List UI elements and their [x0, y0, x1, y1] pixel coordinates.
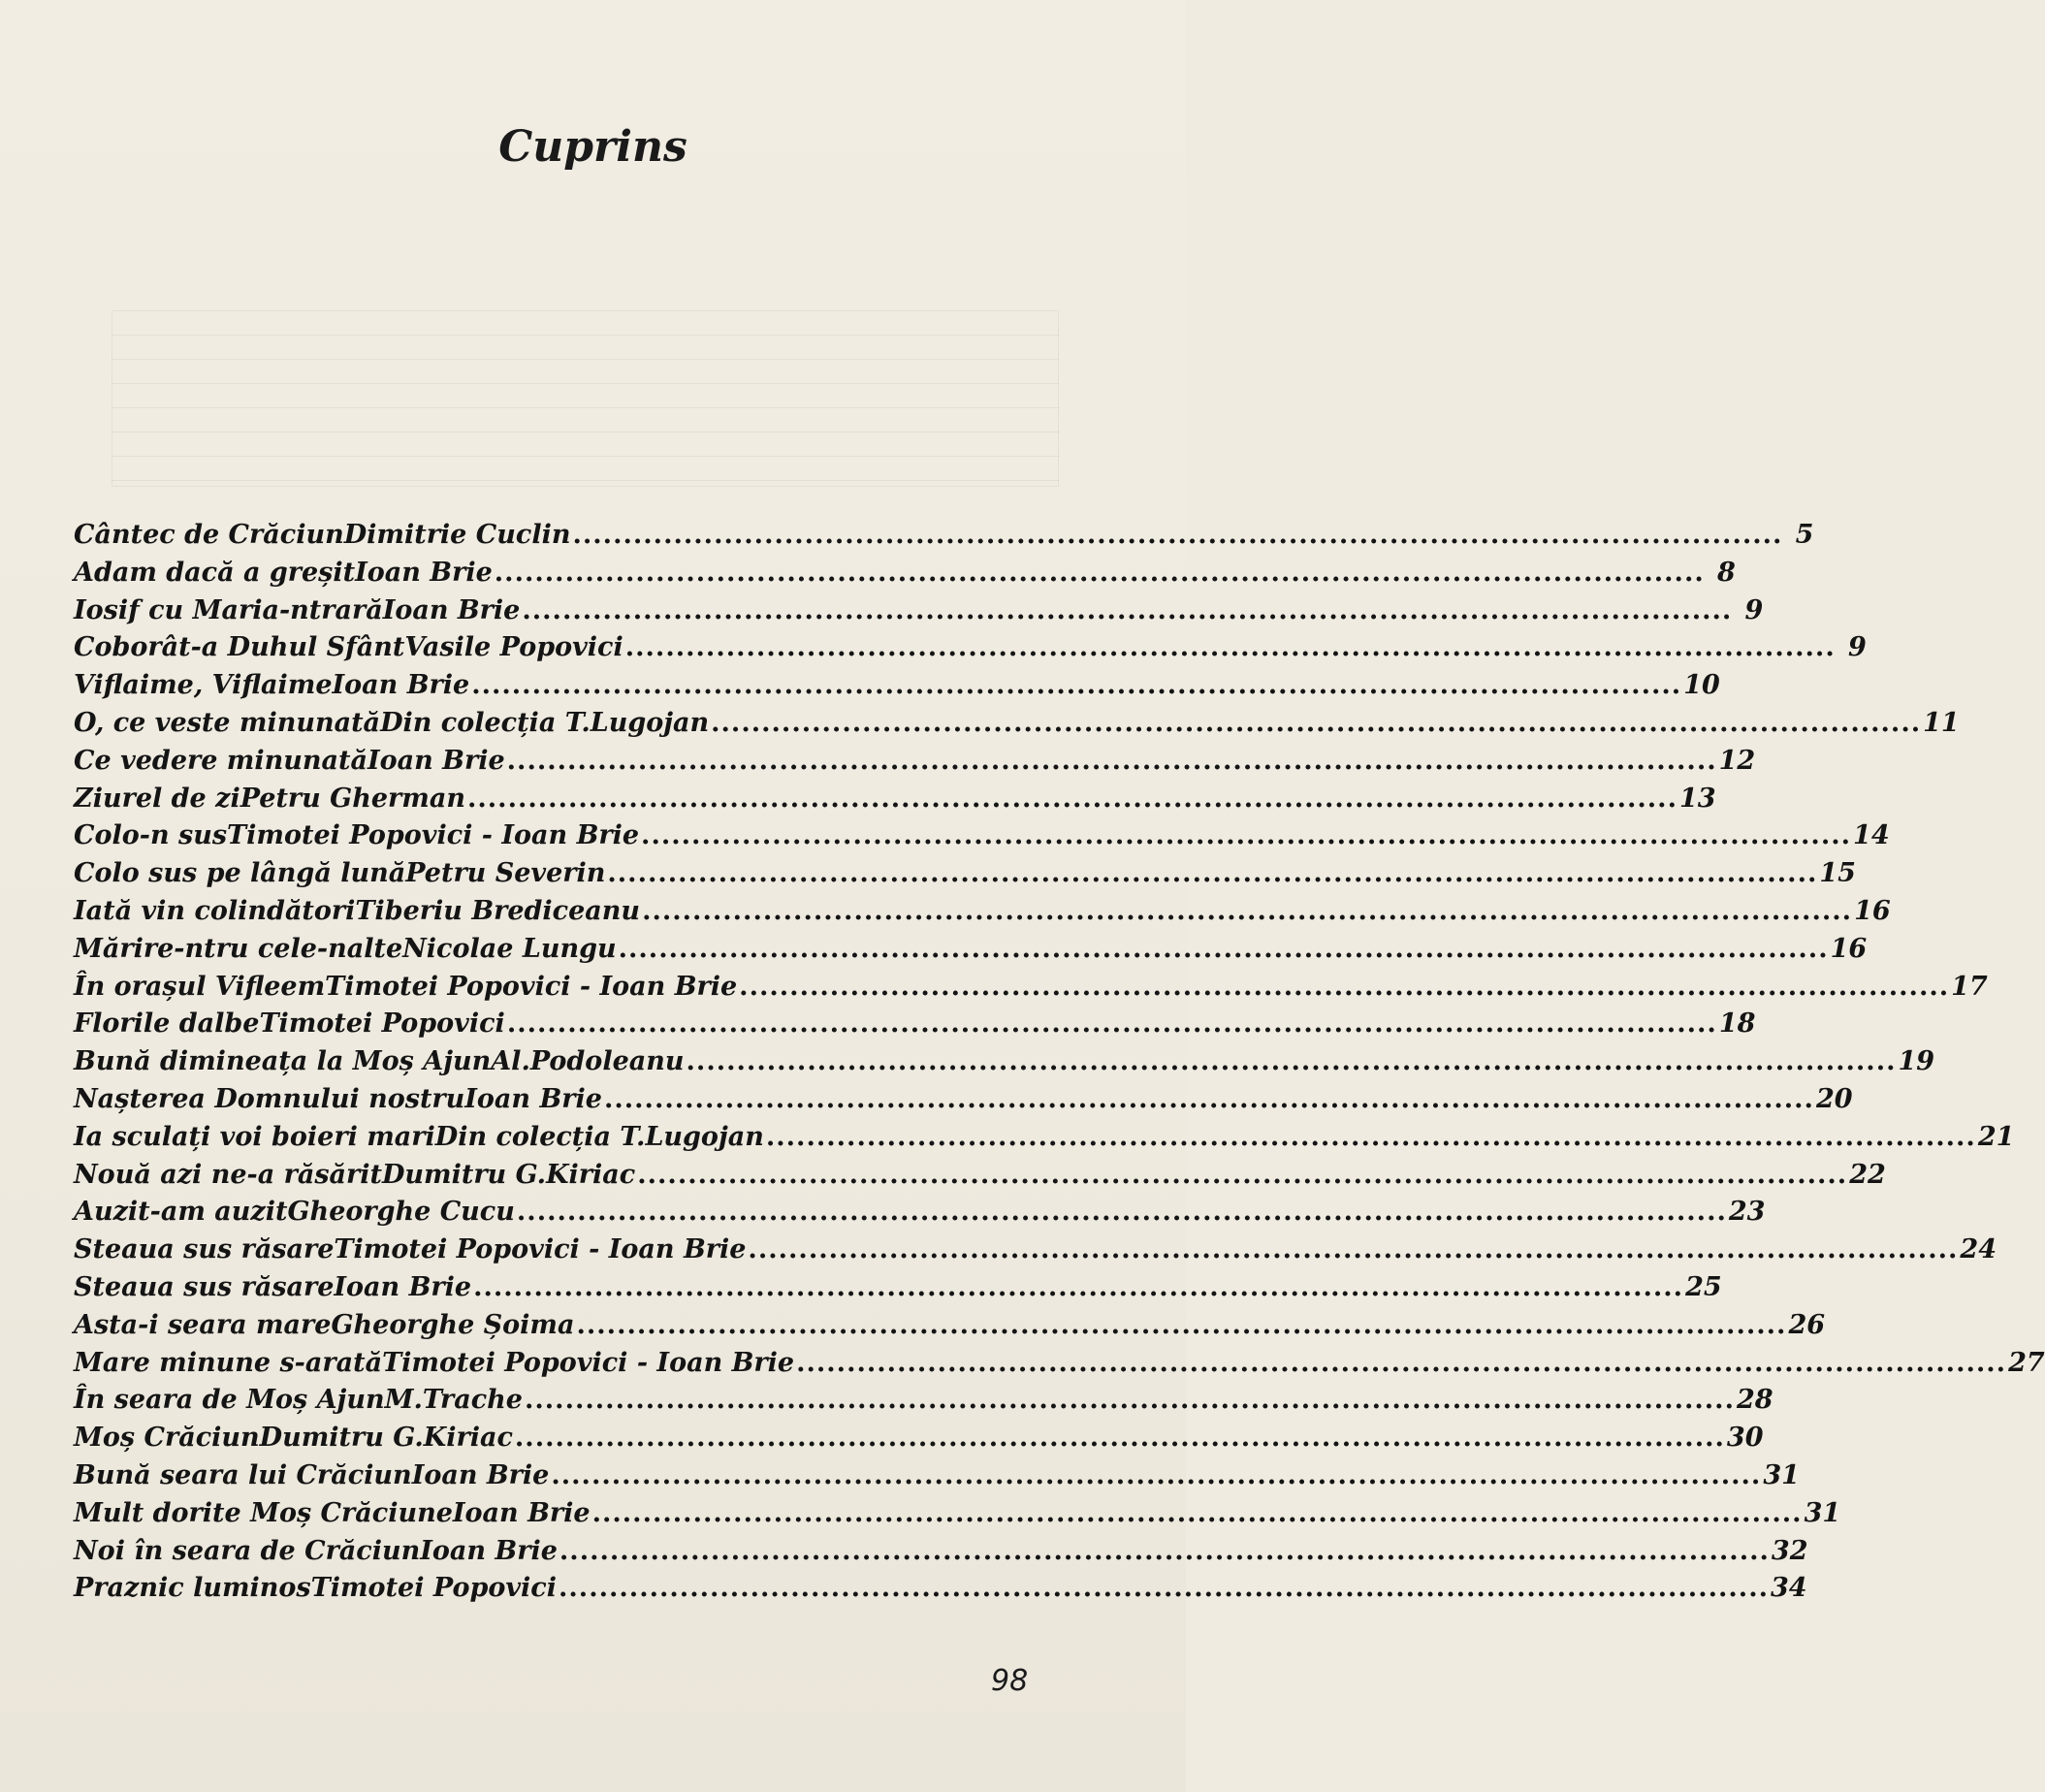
- song-title: Ce vedere minunată: [74, 745, 367, 776]
- toc-entry: [74, 1533, 1808, 1571]
- toc-entry: [74, 1194, 1766, 1232]
- song-title: Mărire-ntru cele-nalte: [74, 933, 403, 964]
- entry-page-number: 8: [1716, 557, 1736, 588]
- song-author: Timotei Popovici - Ioan Brie: [227, 820, 640, 851]
- dot-leader: [507, 743, 1717, 781]
- song-title: Coborât-a Duhul Sfânt: [74, 632, 405, 663]
- bleed-through-staff: [112, 310, 1059, 487]
- dot-leader: [604, 1081, 1814, 1119]
- dot-leader: [473, 1269, 1683, 1307]
- song-author: Nicolae Lungu: [402, 933, 617, 964]
- dot-leader: [559, 1570, 1769, 1608]
- toc-entry: [74, 1081, 1853, 1119]
- song-author: Vasile Popovici: [404, 632, 623, 663]
- song-author: Timotei Popovici: [310, 1573, 557, 1604]
- dot-leader: [642, 893, 1852, 931]
- song-title: Colo sus pe lângă lună: [74, 858, 406, 889]
- toc-entry: [74, 705, 1960, 743]
- toc-entry: [74, 1269, 1722, 1307]
- song-author: Dimitrie Cuclin: [343, 520, 571, 550]
- dot-leader: [739, 969, 1949, 1007]
- entry-page-number: 32: [1771, 1535, 1808, 1566]
- song-title: Florile dalbe: [74, 1008, 260, 1040]
- song-title: Noi în seara de Crăciun: [74, 1535, 421, 1566]
- toc-entry: [74, 1495, 1841, 1533]
- entry-page-number: 26: [1788, 1309, 1826, 1340]
- song-author: Timotei Popovici: [259, 1008, 505, 1040]
- song-author: Ioan Brie: [332, 670, 470, 701]
- toc-entry: [74, 1570, 1807, 1608]
- entry-page-number: 23: [1728, 1197, 1766, 1228]
- toc-entry: [74, 629, 1867, 667]
- toc-entry: [74, 1307, 1826, 1345]
- dot-leader: [748, 1232, 1958, 1269]
- song-author: Ioan Brie: [420, 1535, 558, 1566]
- toc-entry: [74, 781, 1716, 818]
- song-title: Steaua sus răsare: [74, 1234, 335, 1265]
- song-title: Adam dacă a greșit: [74, 557, 356, 588]
- entry-page-number: 17: [1951, 971, 1988, 1002]
- dot-leader: [766, 1119, 1976, 1157]
- toc-entry: [74, 1119, 2015, 1157]
- entry-page-number: 16: [1854, 895, 1891, 926]
- song-author: Timotei Popovici - Ioan Brie: [382, 1347, 795, 1378]
- toc-entry: [74, 1043, 1935, 1081]
- toc-entry: [74, 667, 1720, 705]
- song-title: Asta-i seara mare: [74, 1309, 332, 1340]
- song-author: Ioan Brie: [355, 557, 493, 588]
- song-title: Bună dimineața la Moș Ajun: [74, 1046, 492, 1077]
- entry-page-number: 22: [1849, 1159, 1886, 1190]
- dot-leader: [687, 1043, 1897, 1081]
- song-author: Petru Severin: [405, 858, 606, 889]
- entry-page-number: 15: [1819, 858, 1856, 889]
- dot-leader: [711, 705, 1921, 743]
- dot-leader: [471, 667, 1681, 705]
- dot-leader: [637, 1157, 1847, 1195]
- entry-page-number: 11: [1923, 707, 1960, 738]
- page-title: Cuprins: [498, 122, 687, 172]
- dot-leader: [572, 517, 1782, 555]
- song-author: Ioan Brie: [464, 1083, 602, 1114]
- toc-entry: [74, 555, 1736, 592]
- dot-leader: [495, 555, 1705, 592]
- song-author: Dumitru G.Kiriac: [381, 1159, 636, 1190]
- toc-entry: [74, 1232, 1997, 1269]
- song-author: Ioan Brie: [452, 1497, 591, 1528]
- toc-entry: [74, 855, 1856, 893]
- song-title: Iosif cu Maria-ntrară: [74, 594, 383, 625]
- dot-leader: [515, 1420, 1725, 1457]
- song-author: Dumitru G.Kiriac: [259, 1423, 513, 1454]
- toc-entry: [74, 931, 1868, 969]
- song-author: Timotei Popovici - Ioan Brie: [334, 1234, 747, 1265]
- entry-page-number: 24: [1960, 1234, 1997, 1265]
- dot-leader: [517, 1194, 1727, 1232]
- dot-leader: [592, 1495, 1803, 1533]
- entry-page-number: 9: [1744, 594, 1764, 625]
- song-author: Ioan Brie: [411, 1459, 550, 1490]
- dot-leader: [467, 781, 1678, 818]
- song-author: Din colecția T.Lugojan: [380, 707, 710, 738]
- entry-page-number: 34: [1771, 1573, 1807, 1604]
- toc-entry: [74, 893, 1891, 931]
- song-title: Steaua sus răsare: [74, 1271, 335, 1302]
- song-author: Gheorghe Cucu: [287, 1197, 515, 1228]
- entry-page-number: 13: [1678, 783, 1716, 814]
- toc-entry: [74, 1382, 1773, 1420]
- dot-leader: [507, 1006, 1717, 1043]
- song-title: Cântec de Crăciun: [74, 520, 344, 550]
- entry-page-number: 12: [1718, 745, 1756, 776]
- song-title: Colo-n sus: [74, 820, 228, 851]
- entry-page-number: 9: [1847, 632, 1867, 663]
- entry-page-number: 31: [1763, 1459, 1800, 1490]
- toc-entry: [74, 1006, 1756, 1043]
- toc-entry: [74, 592, 1764, 630]
- table-of-contents: [74, 517, 2045, 1608]
- toc-entry: [74, 969, 1988, 1007]
- dot-leader: [796, 1345, 2006, 1383]
- song-author: Ioan Brie: [367, 745, 505, 776]
- page-number: 98: [991, 1664, 1029, 1698]
- dot-leader: [559, 1533, 1770, 1571]
- toc-entry: [74, 1345, 2045, 1383]
- song-title: Mare minune s-arată: [74, 1347, 383, 1378]
- entry-page-number: 21: [1977, 1121, 2015, 1152]
- dot-leader: [525, 1382, 1735, 1420]
- dot-leader: [522, 592, 1732, 630]
- song-author: Al.Podoleanu: [491, 1046, 685, 1077]
- song-author: Gheorghe Șoima: [331, 1309, 575, 1340]
- song-author: Tiberiu Brediceanu: [355, 895, 641, 926]
- dot-leader: [641, 817, 1851, 855]
- song-title: În orașul Vifleem: [74, 971, 326, 1002]
- song-title: O, ce veste minunată: [74, 707, 381, 738]
- song-author: Ioan Brie: [382, 594, 521, 625]
- entry-page-number: 18: [1718, 1008, 1756, 1040]
- song-title: Praznic luminos: [74, 1573, 311, 1604]
- entry-page-number: 30: [1726, 1423, 1764, 1454]
- song-title: Nașterea Domnului nostru: [74, 1083, 465, 1114]
- entry-page-number: 31: [1804, 1497, 1841, 1528]
- song-title: Moș Crăciun: [74, 1423, 260, 1454]
- entry-page-number: 10: [1683, 670, 1720, 701]
- song-author: M.Trache: [384, 1385, 523, 1416]
- song-title: Viflaime, Viflaime: [74, 670, 333, 701]
- song-author: Petru Gherman: [240, 783, 465, 814]
- song-title: Auzit-am auzit: [74, 1197, 288, 1228]
- song-title: Ia sculați voi boieri mari: [74, 1121, 435, 1152]
- toc-entry: [74, 817, 1890, 855]
- song-title: Bună seara lui Crăciun: [74, 1459, 412, 1490]
- dot-leader: [625, 629, 1836, 667]
- song-title: Mult dorite Moș Crăciune: [74, 1497, 453, 1528]
- toc-entry: [74, 1457, 1800, 1495]
- dot-leader: [607, 855, 1817, 893]
- entry-page-number: 16: [1830, 933, 1868, 964]
- song-title: Ziurel de zi: [74, 783, 240, 814]
- toc-entry: [74, 743, 1756, 781]
- dot-leader: [551, 1457, 1761, 1495]
- entry-page-number: 20: [1815, 1083, 1853, 1114]
- entry-page-number: 19: [1898, 1046, 1935, 1077]
- song-author: Timotei Popovici - Ioan Brie: [325, 971, 738, 1002]
- song-author: Ioan Brie: [334, 1271, 472, 1302]
- entry-page-number: 25: [1685, 1271, 1722, 1302]
- song-title: Iată vin colindători: [74, 895, 356, 926]
- dot-leader: [576, 1307, 1786, 1345]
- dot-leader: [619, 931, 1829, 969]
- entry-page-number: 28: [1736, 1385, 1773, 1416]
- entry-page-number: 14: [1853, 820, 1890, 851]
- song-author: Din colecția T.Lugojan: [434, 1121, 764, 1152]
- entry-page-number: 27: [2008, 1347, 2045, 1378]
- song-title: În seara de Moș Ajun: [74, 1385, 385, 1416]
- toc-entry: [74, 1157, 1886, 1195]
- entry-page-number: 5: [1795, 520, 1814, 550]
- toc-entry: [74, 517, 1814, 555]
- song-title: Nouă azi ne-a răsărit: [74, 1159, 382, 1190]
- toc-entry: [74, 1420, 1764, 1457]
